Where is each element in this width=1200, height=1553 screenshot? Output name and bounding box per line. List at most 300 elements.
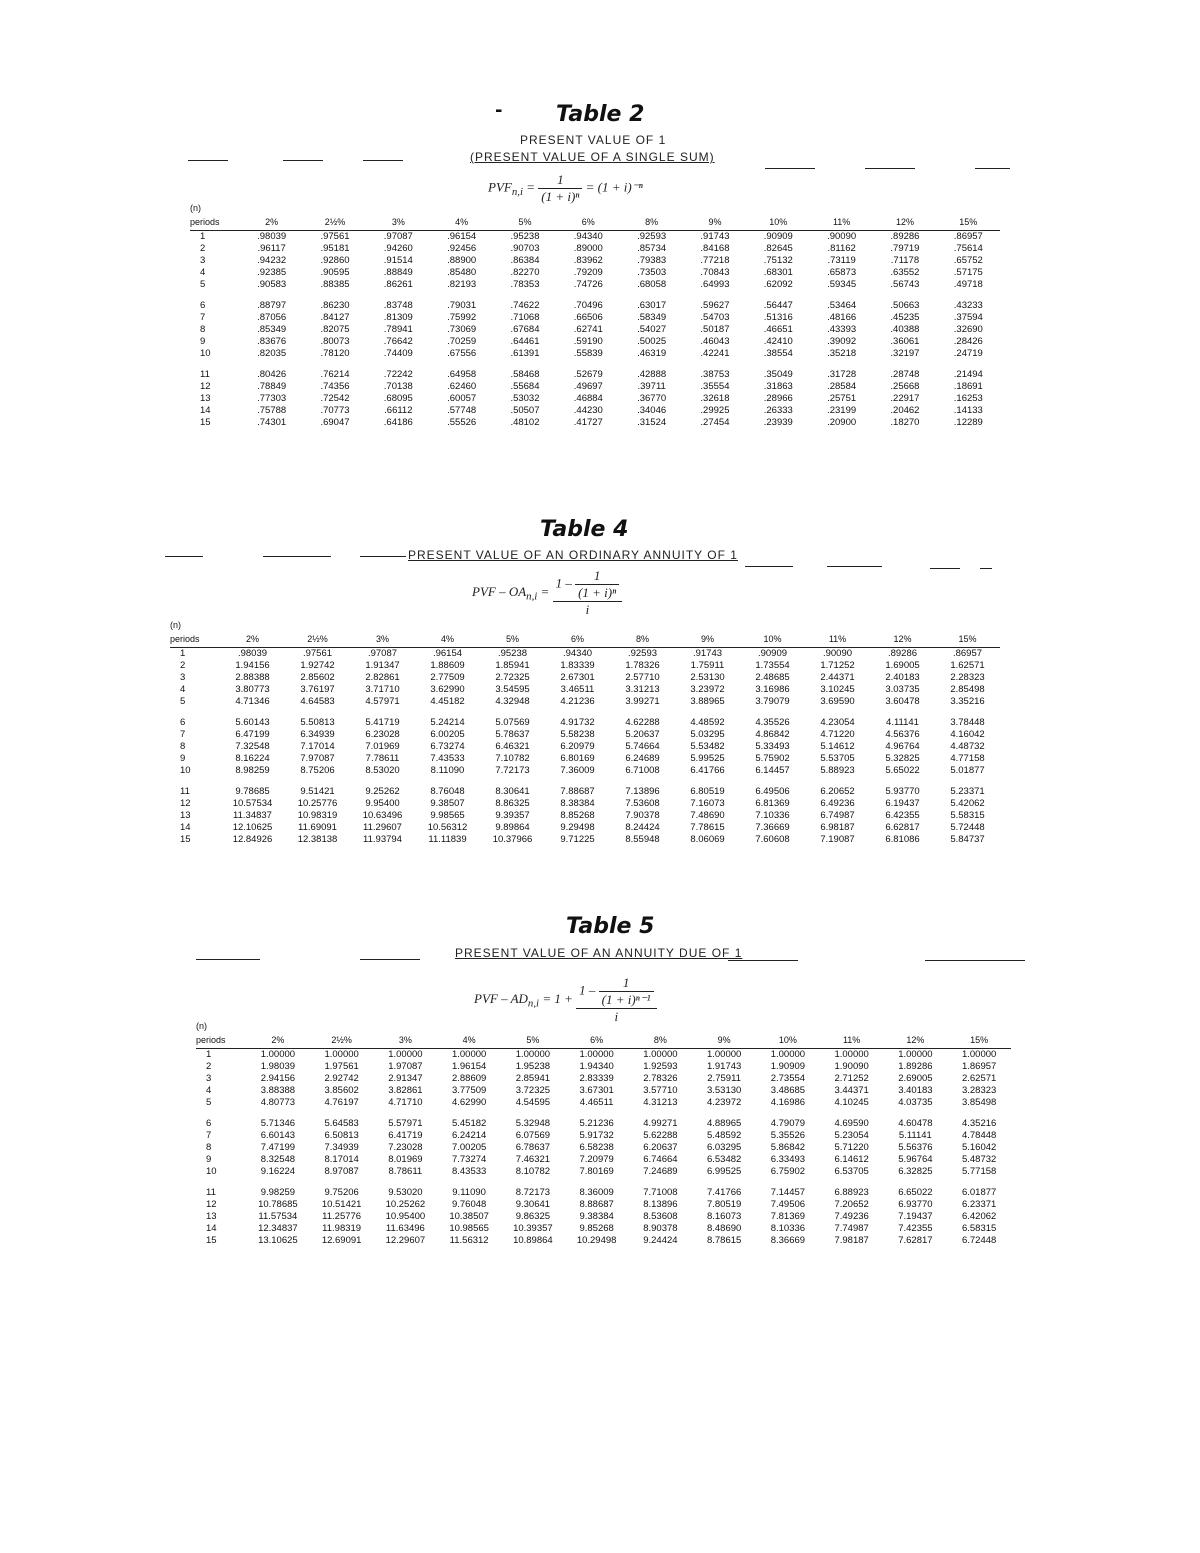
value-cell: .62460 [447, 381, 477, 392]
value-cell: .63017 [637, 300, 667, 311]
value-cell: 4.23054 [820, 717, 855, 728]
period-cell: 2 [206, 1061, 212, 1072]
value-cell: .72542 [320, 393, 350, 404]
value-cell: 1.94156 [235, 660, 270, 671]
value-cell: 6.74664 [643, 1154, 678, 1165]
value-cell: 8.16073 [706, 1211, 742, 1222]
value-cell: 2.62571 [961, 1073, 997, 1084]
value-cell: 7.42355 [898, 1223, 933, 1234]
value-cell: .94260 [383, 243, 413, 254]
rate-header: 2½% [310, 1032, 374, 1049]
value-cell: 6.34939 [300, 729, 335, 740]
period-cell: 14 [206, 1223, 217, 1234]
period-cell: 3 [206, 1073, 212, 1084]
value-cell: 5.42062 [950, 798, 985, 809]
value-cell: .86230 [320, 300, 350, 311]
period-cell: 2 [200, 243, 206, 254]
value-cell: 1.00000 [834, 1049, 869, 1060]
table-row [190, 405, 1000, 417]
value-cell: 4.60478 [898, 1118, 933, 1129]
value-cell: 6.80169 [560, 753, 595, 764]
value-cell: 6.24214 [451, 1130, 487, 1141]
value-cell: .48166 [827, 312, 857, 323]
table-row [196, 1073, 1011, 1085]
period-cell: 5 [180, 696, 186, 707]
value-cell: 8.36009 [579, 1187, 614, 1198]
value-cell: 2.78326 [643, 1073, 678, 1084]
formula-lhs: PVF – OA [472, 583, 527, 599]
value-cell: 7.00205 [451, 1142, 487, 1153]
value-cell: 5.11141 [898, 1130, 932, 1141]
value-cell: 3.40183 [898, 1085, 933, 1096]
rate-header: 10% [756, 1032, 820, 1049]
rule-decor [728, 960, 798, 961]
periods-header: periods [170, 631, 220, 648]
value-cell: 13.10625 [258, 1235, 298, 1246]
value-cell: .78353 [510, 279, 540, 290]
value-cell: 2.73554 [770, 1073, 806, 1084]
value-cell: 12.38138 [297, 834, 338, 845]
value-cell: .64958 [447, 369, 477, 380]
table-row [196, 1187, 1011, 1199]
formula-inner-fraction [599, 975, 654, 1008]
table-row [196, 1130, 1011, 1142]
value-cell: 2.83339 [579, 1073, 614, 1084]
value-cell: 5.53482 [690, 741, 725, 752]
value-cell: 5.58315 [950, 810, 985, 821]
value-cell: 8.72173 [515, 1187, 551, 1198]
value-cell: .88385 [320, 279, 350, 290]
table-row [190, 267, 1000, 279]
value-cell: .57748 [447, 405, 477, 416]
value-cell: 9.89864 [495, 822, 530, 833]
value-cell: 8.30641 [495, 786, 530, 797]
formula-inner-den: (1 + i)ⁿ⁻¹ [601, 992, 651, 1007]
value-cell: 6.42062 [961, 1211, 997, 1222]
value-cell: 8.01969 [388, 1154, 423, 1165]
rule-decor [165, 556, 203, 557]
table-row [190, 417, 1000, 429]
value-cell: .97087 [367, 648, 398, 659]
value-cell: 1.78326 [625, 660, 660, 671]
value-cell: 6.81369 [755, 798, 790, 809]
value-cell: 8.48690 [706, 1223, 742, 1234]
formula-numerator [576, 975, 656, 1009]
value-cell: 5.88923 [820, 765, 855, 776]
value-cell: 4.10245 [834, 1097, 869, 1108]
value-cell: 8.78615 [706, 1235, 742, 1246]
formula-denominator: i [614, 1009, 619, 1024]
period-cell: 11 [200, 369, 210, 380]
value-cell: .50507 [510, 405, 540, 416]
value-cell: .38554 [763, 348, 793, 359]
value-cell: .78849 [257, 381, 287, 392]
value-cell: .75614 [953, 243, 983, 254]
value-cell: .46319 [637, 348, 667, 359]
table-row [190, 255, 1000, 267]
value-cell: 7.16073 [690, 798, 725, 809]
value-cell: .55684 [510, 381, 540, 392]
value-cell: 9.76048 [451, 1199, 487, 1210]
value-cell: 4.16986 [770, 1097, 806, 1108]
table-row [190, 312, 1000, 324]
period-cell: 7 [206, 1130, 212, 1141]
value-cell: 8.97087 [324, 1166, 359, 1177]
value-cell: .83676 [257, 336, 287, 347]
value-cell: 7.20979 [579, 1154, 614, 1165]
value-cell: 9.75206 [324, 1187, 359, 1198]
value-cell: .56743 [890, 279, 920, 290]
rule-decor [360, 959, 420, 960]
table-row [190, 369, 1000, 381]
period-cell: 8 [180, 741, 186, 752]
value-cell: .31863 [763, 381, 793, 392]
value-cell: .39092 [827, 336, 857, 347]
value-cell: .53464 [827, 300, 857, 311]
value-cell: .50187 [700, 324, 730, 335]
value-cell: 7.78615 [690, 822, 725, 833]
period-cell: 1 [206, 1049, 212, 1060]
value-cell: .46884 [573, 393, 603, 404]
rate-header: 2% [240, 214, 303, 231]
rate-header: 8% [610, 631, 675, 648]
value-cell: 6.58238 [579, 1142, 614, 1153]
value-cell: .83962 [573, 255, 603, 266]
table-row [196, 1049, 1011, 1062]
value-cell: 3.99271 [625, 696, 660, 707]
value-cell: .49697 [573, 381, 603, 392]
table-row [170, 684, 1000, 696]
rate-header: 12% [870, 631, 935, 648]
value-cell: 4.32948 [495, 696, 530, 707]
table2-grid [190, 200, 1000, 429]
period-cell: 15 [200, 417, 211, 428]
rate-header: 3% [350, 631, 415, 648]
value-cell: .82193 [447, 279, 477, 290]
value-cell: 9.95400 [365, 798, 400, 809]
value-cell: 7.60608 [755, 834, 790, 845]
value-cell: .78120 [320, 348, 350, 359]
value-cell: 6.58315 [961, 1223, 997, 1234]
value-cell: .66506 [573, 312, 603, 323]
value-cell: 2.88388 [235, 672, 270, 683]
value-cell: 7.81369 [770, 1211, 806, 1222]
period-cell: 6 [200, 300, 206, 311]
value-cell: .74622 [510, 300, 540, 311]
table-row [190, 348, 1000, 360]
value-cell: 1.91347 [365, 660, 400, 671]
value-cell: 3.03735 [885, 684, 920, 695]
value-cell: 5.20637 [625, 729, 660, 740]
value-cell: 8.38384 [560, 798, 595, 809]
value-cell: 5.50813 [300, 717, 335, 728]
value-cell: 5.71220 [834, 1142, 869, 1153]
value-cell: .88797 [257, 300, 287, 311]
value-cell: 1.00000 [515, 1049, 551, 1060]
period-cell: 15 [206, 1235, 217, 1246]
formula-lhs: PVF [488, 179, 512, 195]
value-cell: 5.60143 [235, 717, 270, 728]
period-cell: 3 [180, 672, 186, 683]
value-cell: .70843 [700, 267, 730, 278]
table-row [170, 834, 1000, 846]
formula-inner-num: 1 [575, 568, 619, 585]
value-cell: 1.00000 [706, 1049, 742, 1060]
value-cell: 4.48732 [950, 741, 985, 752]
value-cell: 7.20652 [834, 1199, 869, 1210]
value-cell: 5.91732 [579, 1130, 614, 1141]
value-cell: .28966 [763, 393, 793, 404]
value-cell: 6.72448 [961, 1235, 997, 1246]
value-cell: 6.50813 [324, 1130, 359, 1141]
rate-header: 5% [493, 214, 556, 231]
value-cell: 2.85602 [300, 672, 335, 683]
value-cell: 4.62288 [625, 717, 660, 728]
formula-denominator: (1 + i)ⁿ [541, 189, 580, 204]
value-cell: .20462 [890, 405, 920, 416]
value-cell: .35554 [700, 381, 730, 392]
value-cell: .12289 [953, 417, 983, 428]
value-cell: 8.86325 [495, 798, 530, 809]
value-cell: 2.69005 [898, 1073, 933, 1084]
value-cell: 6.41766 [690, 765, 725, 776]
value-cell: 1.73554 [755, 660, 790, 671]
periods-header: periods [190, 214, 240, 231]
value-cell: 7.71008 [643, 1187, 678, 1198]
value-cell: .28748 [890, 369, 920, 380]
value-cell: 5.48732 [961, 1154, 997, 1165]
value-cell: 6.78637 [515, 1142, 551, 1153]
value-cell: 2.94156 [260, 1073, 296, 1084]
value-cell: 7.41766 [706, 1187, 742, 1198]
rate-header: 2% [246, 1032, 310, 1049]
value-cell: 4.86842 [755, 729, 790, 740]
value-cell: .28426 [953, 336, 983, 347]
value-cell: 11.57534 [258, 1211, 298, 1222]
value-cell: 6.19437 [885, 798, 920, 809]
formula-eq: = 1 + [542, 990, 573, 1006]
value-cell: .59627 [700, 300, 730, 311]
value-cell: 6.74987 [820, 810, 855, 821]
value-cell: 3.53130 [706, 1085, 742, 1096]
table-row [190, 324, 1000, 336]
value-cell: 4.31213 [643, 1097, 678, 1108]
rule-decor [827, 566, 882, 567]
period-cell: 13 [206, 1211, 217, 1222]
period-cell: 4 [206, 1085, 212, 1096]
value-cell: 6.73274 [430, 741, 465, 752]
value-cell: .57175 [953, 267, 983, 278]
value-cell: .35218 [827, 348, 857, 359]
value-cell: 8.76048 [430, 786, 465, 797]
value-cell: 11.34837 [233, 810, 272, 821]
table-row [170, 810, 1000, 822]
value-cell: 1.00000 [898, 1049, 933, 1060]
value-cell: 8.88687 [579, 1199, 614, 1210]
value-cell: .18270 [890, 417, 920, 428]
value-cell: 6.41719 [388, 1130, 423, 1141]
period-cell: 11 [206, 1187, 216, 1198]
value-cell: 4.64583 [300, 696, 335, 707]
value-cell: 6.98187 [820, 822, 855, 833]
value-cell: .97561 [302, 648, 333, 659]
rate-header: 15% [937, 214, 1000, 231]
value-cell: 7.72173 [495, 765, 530, 776]
value-cell: .70259 [447, 336, 477, 347]
value-cell: 3.54595 [495, 684, 530, 695]
table-row [196, 1211, 1011, 1223]
value-cell: .79719 [890, 243, 920, 254]
value-cell: 7.49236 [834, 1211, 869, 1222]
value-cell: .61391 [510, 348, 540, 359]
value-cell: .90909 [757, 648, 788, 659]
value-cell: 1.85941 [495, 660, 530, 671]
rate-header: 9% [692, 1032, 756, 1049]
value-cell: .60057 [447, 393, 477, 404]
value-cell: 8.10782 [515, 1166, 551, 1177]
value-cell: 12.10625 [232, 822, 273, 833]
value-cell: 10.78685 [258, 1199, 298, 1210]
value-cell: 3.69590 [820, 696, 855, 707]
value-cell: .36061 [890, 336, 920, 347]
value-cell: .68095 [383, 393, 413, 404]
value-cell: 8.78611 [388, 1166, 423, 1177]
value-cell: 3.78448 [950, 717, 985, 728]
rate-header: 2% [220, 631, 285, 648]
value-cell: .74409 [383, 348, 413, 359]
value-cell: 11.98319 [322, 1223, 362, 1234]
rule-decor [745, 566, 793, 567]
value-cell: 9.30641 [515, 1199, 551, 1210]
value-cell: 3.71710 [365, 684, 400, 695]
value-cell: .28584 [827, 381, 857, 392]
periods-header-top: (n) [190, 203, 201, 213]
value-cell: 6.42355 [885, 810, 920, 821]
table-row [170, 798, 1000, 810]
value-cell: 5.24214 [430, 717, 465, 728]
value-cell: .73069 [447, 324, 477, 335]
value-cell: 7.88687 [560, 786, 595, 797]
value-cell: 4.77158 [950, 753, 985, 764]
value-cell: .96154 [447, 231, 477, 242]
value-cell: 7.19087 [820, 834, 855, 845]
value-cell: 11.63496 [385, 1223, 425, 1234]
value-cell: 5.14612 [820, 741, 855, 752]
value-cell: 3.23972 [690, 684, 725, 695]
rate-header: 6% [545, 631, 610, 648]
value-cell: 5.64583 [324, 1118, 359, 1129]
value-cell: .90595 [320, 267, 350, 278]
value-cell: 2.57710 [625, 672, 660, 683]
value-cell: 9.38507 [430, 798, 465, 809]
value-cell: .80426 [257, 369, 287, 380]
table-row [170, 648, 1000, 661]
value-cell: 11.93794 [363, 834, 402, 845]
value-cell: 3.31213 [625, 684, 660, 695]
table-row [170, 786, 1000, 798]
value-cell: 5.65022 [885, 765, 920, 776]
value-cell: .91514 [383, 255, 413, 266]
value-cell: 6.65022 [898, 1187, 933, 1198]
value-cell: .81162 [827, 243, 856, 254]
value-cell: 4.54595 [515, 1097, 551, 1108]
rate-header: 4% [430, 214, 493, 231]
formula-sub: n,i [527, 997, 540, 1010]
group-spacer [170, 777, 1000, 786]
value-cell: .64993 [700, 279, 730, 290]
value-cell: 7.78611 [365, 753, 400, 764]
rate-header: 15% [935, 631, 1000, 648]
value-cell: .81309 [383, 312, 413, 323]
value-cell: 3.88388 [260, 1085, 296, 1096]
value-cell: 5.32948 [515, 1118, 551, 1129]
value-cell: 10.89864 [513, 1235, 553, 1246]
value-cell: 4.71346 [235, 696, 270, 707]
value-cell: 2.44371 [820, 672, 855, 683]
value-cell: .42410 [763, 336, 793, 347]
value-cell: 9.25262 [365, 786, 400, 797]
value-cell: .92456 [447, 243, 477, 254]
value-cell: 10.29498 [576, 1235, 617, 1246]
period-cell: 13 [180, 810, 191, 821]
value-cell: .42888 [637, 369, 667, 380]
value-cell: 2.28323 [950, 672, 985, 683]
value-cell: 3.77509 [451, 1085, 487, 1096]
value-cell: 1.00000 [770, 1049, 806, 1060]
rate-header: 3% [374, 1032, 438, 1049]
value-cell: .98039 [257, 231, 287, 242]
value-cell: 6.03295 [706, 1142, 742, 1153]
value-cell: .82270 [510, 267, 540, 278]
value-cell: 6.00205 [430, 729, 465, 740]
period-cell: 10 [180, 765, 191, 776]
value-cell: 10.63496 [362, 810, 403, 821]
table4-formula [472, 568, 622, 618]
period-cell: 1 [200, 231, 206, 242]
period-cell: 9 [180, 753, 186, 764]
value-cell: .85349 [257, 324, 287, 335]
value-cell: .74356 [320, 381, 350, 392]
value-cell: 10.57534 [232, 798, 273, 809]
value-cell: 1.96154 [451, 1061, 487, 1072]
value-cell: 9.29498 [560, 822, 595, 833]
value-cell: 12.84926 [232, 834, 273, 845]
value-cell: 10.56312 [427, 822, 468, 833]
value-cell: 7.47199 [260, 1142, 296, 1153]
value-cell: 4.96764 [885, 741, 920, 752]
value-cell: .76214 [320, 369, 350, 380]
value-cell: .90090 [827, 231, 857, 242]
value-cell: .64461 [510, 336, 540, 347]
value-cell: .20900 [827, 417, 857, 428]
table5-title: Table 5 [566, 914, 655, 939]
value-cell: .55526 [447, 417, 477, 428]
value-cell: 1.69005 [885, 660, 920, 671]
periods-header-top: (n) [170, 620, 181, 630]
value-cell: 5.78637 [495, 729, 530, 740]
value-cell: 6.46321 [495, 741, 530, 752]
value-cell: .32197 [890, 348, 920, 359]
rule-decor [360, 556, 406, 557]
rule-decor [975, 168, 1010, 169]
group-spacer [190, 360, 1000, 369]
period-cell: 5 [200, 279, 206, 290]
value-cell: 7.32548 [235, 741, 270, 752]
table4-title: Table 4 [540, 517, 629, 542]
period-cell: 12 [206, 1199, 217, 1210]
value-cell: 3.57710 [643, 1085, 678, 1096]
value-cell: 2.40183 [885, 672, 920, 683]
